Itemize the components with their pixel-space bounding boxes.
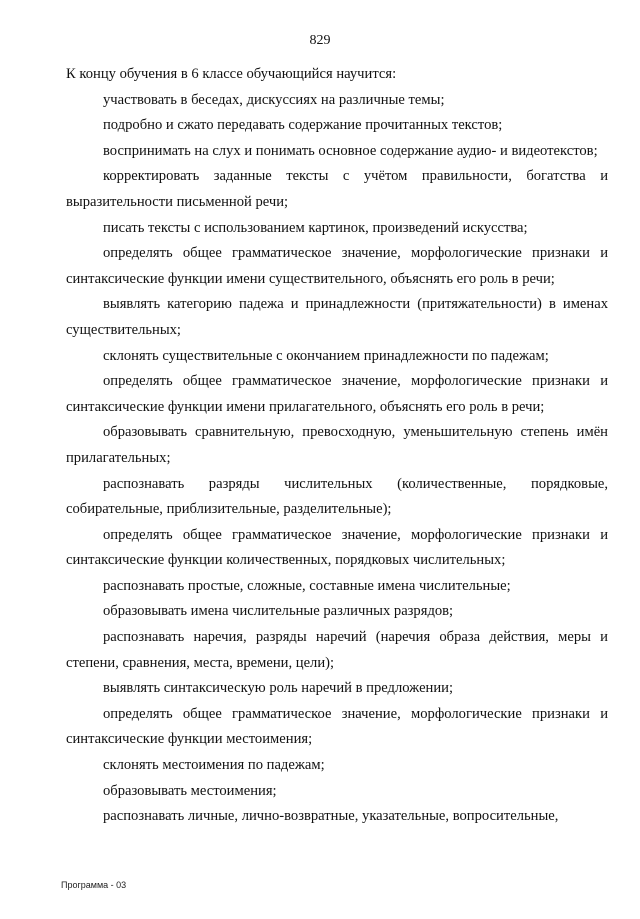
intro-sentence: К концу обучения в 6 классе обучающийся научится: <box>66 66 397 82</box>
list-item: определять общее грамматическое значение, морфологические признаки и синтаксические функции имени прилагательного, объяснять его роль в речи; <box>66 373 608 415</box>
page-number: 829 <box>309 33 331 48</box>
list-item: распознавать личные, лично-возвратные, указательные, вопросительные, <box>103 808 559 825</box>
list-item: образовывать имена числительные различных разрядов; <box>103 603 454 620</box>
list-item: воспринимать на слух и понимать основное содержание аудио- и видеотекстов; <box>103 142 598 159</box>
list-item: образовывать сравнительную, превосходную, уменьшительную степень имён прилагательных; <box>66 424 608 466</box>
list-item: корректировать заданные тексты с учётом правильности, богатства и выразительности письменной речи; <box>66 168 608 210</box>
footer-program-code: Программа - 03 <box>61 880 127 890</box>
list-item: писать тексты с использованием картинок, произведений искусства; <box>103 219 528 236</box>
list-item: определять общее грамматическое значение, морфологические признаки и синтаксические функции количественных, порядковых числительных; <box>66 526 608 569</box>
list-item: образовывать местоимения; <box>103 782 277 799</box>
list-item: выявлять категорию падежа и принадлежности (притяжательности) в именах существительных; <box>66 296 608 338</box>
list-item: склонять местоимения по падежам; <box>103 757 325 774</box>
list-item: распознавать разряды числительных (количественные, порядковые, собирательные, приблизительные, разделительные); <box>66 475 608 518</box>
list-item: распознавать простые, сложные, составные имена числительные; <box>103 577 511 594</box>
list-item: склонять существительные с окончанием принадлежности по падежам; <box>103 347 549 364</box>
list-item: участвовать в беседах, дискуссиях на различные темы; <box>103 91 445 108</box>
list-item: выявлять синтаксическую роль наречий в предложении; <box>103 680 454 697</box>
list-item: определять общее грамматическое значение, морфологические признаки и синтаксические функции имени существительного, объяснять его роль в речи; <box>66 245 608 287</box>
list-item: распознавать наречия, разряды наречий (наречия образа действия, меры и степени, сравнения, места, времени, цели); <box>66 629 608 671</box>
list-item: определять общее грамматическое значение, морфологические признаки и синтаксические функции местоимения; <box>66 705 608 748</box>
page-body <box>66 62 608 830</box>
list-item: подробно и сжато передавать содержание прочитанных текстов; <box>103 117 503 134</box>
